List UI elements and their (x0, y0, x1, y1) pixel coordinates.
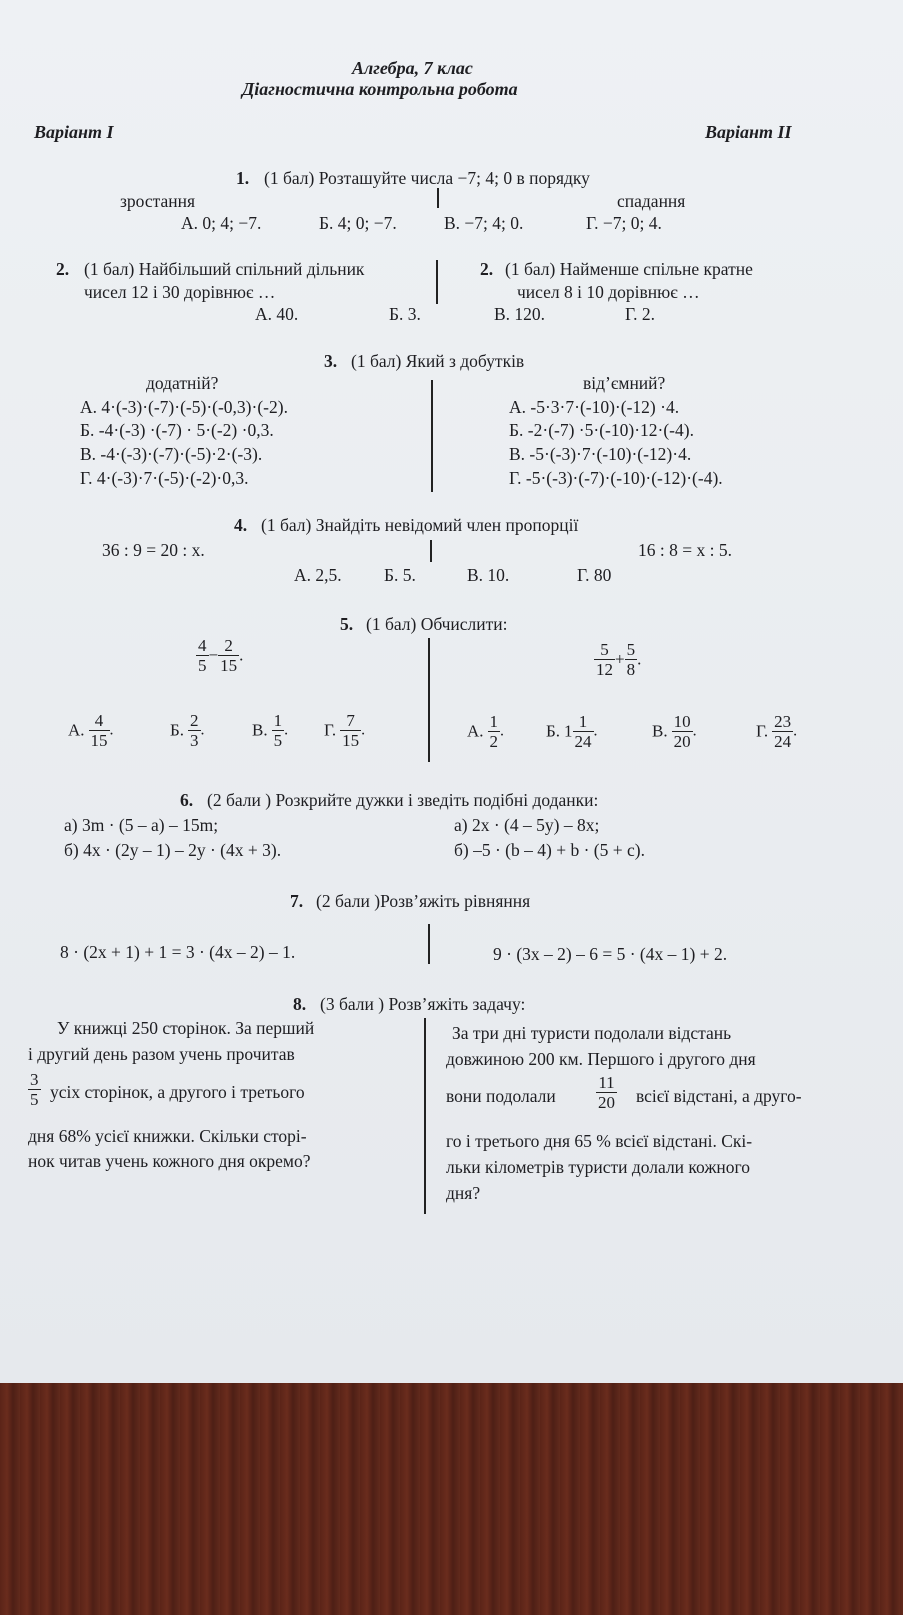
q5-text: (1 бал) Обчислити: (366, 614, 508, 634)
q5-right-expression: $\frac{5}{12}$ + $\frac{5}{8}$ . (596, 640, 642, 679)
q8-number: 8. (293, 994, 307, 1014)
q3-right-answer-a: А. -5·3·7·(-10)·(-12) ·4. (509, 397, 680, 417)
q1-right-variant: спадання (617, 191, 686, 211)
q8-right-fraction: $\frac{11}{20}$ (598, 1073, 615, 1112)
q3-left-answer-c: В. -4·(-3)·(-7)·(-5)·2·(-3). (80, 444, 263, 464)
variant-2-label: Варіант ІІ (705, 122, 792, 142)
variant-1-label: Варіант І (34, 122, 114, 142)
q2-left-line-2: чисел 12 і 30 дорівнює … (84, 282, 276, 302)
divider-q1 (437, 188, 439, 208)
q2-answer-b: Б. 3. (389, 304, 421, 324)
q3-left-heading: додатній? (146, 373, 219, 393)
q4-answer-c: В. 10. (467, 565, 510, 585)
page-title: Діагностична контрольна робота (242, 79, 518, 99)
q8-right-line-2: довжиною 200 км. Першого і другого дня (446, 1049, 756, 1069)
q3-right-answer-d: Г. -5·(-3)·(-7)·(-10)·(-12)·(-4). (509, 468, 723, 488)
q8-left-line-5: нок читав учень кожного дня окремо? (28, 1151, 311, 1171)
q7-number: 7. (290, 891, 304, 911)
divider-q8 (424, 1018, 426, 1214)
q6-right-b: б) –5 · (b – 4) + b · (5 + c). (454, 840, 645, 860)
q1-answer-c: В. −7; 4; 0. (444, 213, 524, 233)
q5-left-answer-b: Б. $\frac{2}{3}$ . (170, 711, 205, 750)
divider-q3 (431, 380, 433, 492)
divider-q2 (436, 260, 438, 304)
wooden-table-surface (0, 1383, 903, 1615)
q3-right-heading: від’ємний? (583, 373, 666, 393)
q3-text: (1 бал) Який з добутків (351, 351, 525, 371)
q4-answer-d: Г. 80 (577, 565, 612, 585)
q8-right-line-6: дня? (446, 1183, 481, 1203)
q1-number: 1. (236, 168, 250, 188)
q8-right-line-3b: всієї відстані, а друго- (636, 1086, 802, 1106)
q8-left-line-3: усіх сторінок, а другого і третього (50, 1082, 305, 1102)
divider-q4 (430, 540, 432, 562)
q2-answer-d: Г. 2. (625, 304, 656, 324)
q6-left-b: б) 4x · (2y – 1) – 2y · (4x + 3). (64, 840, 282, 860)
q8-right-line-1: За три дні туристи подолали відстань (452, 1023, 732, 1043)
q1-text: (1 бал) Розташуйте числа −7; 4; 0 в порядку (264, 168, 590, 188)
q5-right-answer-c: В. $\frac{10}{20}$ . (652, 712, 697, 751)
q5-right-answer-d: Г. $\frac{23}{24}$ . (756, 712, 798, 751)
q5-left-expression: $\frac{4}{5}$ − $\frac{2}{15}$ . (198, 636, 244, 675)
q5-left-answer-a: А. $\frac{4}{15}$ . (68, 711, 114, 750)
q7-text: (2 бали )Розв’яжіть рівняння (316, 891, 531, 911)
q8-left-line-4: дня 68% усієї книжки. Скільки сторі- (28, 1126, 307, 1146)
q3-right-answer-c: В. -5·(-3)·7·(-10)·(-12)·4. (509, 444, 692, 464)
q2-answer-a: А. 40. (255, 304, 299, 324)
q1-answer-a: А. 0; 4; −7. (181, 213, 262, 233)
divider-q7 (428, 924, 430, 964)
q8-left-line-2: і другий день разом учень прочитав (28, 1044, 295, 1064)
divider-q5 (428, 638, 430, 762)
q6-text: (2 бали ) Розкрийте дужки і зведіть подібні доданки: (207, 790, 599, 810)
q5-number: 5. (340, 614, 354, 634)
q8-right-line-3a: вони подолали (446, 1086, 556, 1106)
q6-number: 6. (180, 790, 194, 810)
q4-number: 4. (234, 515, 248, 535)
q4-answer-b: Б. 5. (384, 565, 416, 585)
q7-left-equation: 8 · (2x + 1) + 1 = 3 · (4x – 2) – 1. (60, 942, 296, 962)
q4-left-proportion: 36 : 9 = 20 : x. (102, 540, 205, 560)
q1-answer-d: Г. −7; 0; 4. (586, 213, 662, 233)
q6-right-a: а) 2x · (4 – 5y) – 8x; (454, 815, 600, 835)
q8-right-line-5: льки кілометрів туристи долали кожного (446, 1157, 751, 1177)
q8-right-line-4: го і третього дня 65 % всієї відстані. Скі- (446, 1131, 753, 1151)
subject-title: Алгебра, 7 клас (352, 58, 473, 78)
q3-right-answer-b: Б. -2·(-7) ·5·(-10)·12·(-4). (509, 420, 694, 440)
q6-left-a: а) 3m · (5 – a) – 15m; (64, 815, 219, 835)
q5-right-answer-b: Б. 1 $\frac{1}{24}$ . (546, 712, 598, 751)
q8-text: (3 бали ) Розв’яжіть задачу: (320, 994, 526, 1014)
q3-left-answer-a: А. 4·(-3)·(-7)·(-5)·(-0,3)·(-2). (80, 397, 288, 417)
q1-left-variant: зростання (120, 191, 196, 211)
q2-right-number: 2. (480, 259, 494, 279)
q2-answer-c: В. 120. (494, 304, 546, 324)
q1-answer-b: Б. 4; 0; −7. (319, 213, 397, 233)
q2-left-line-1: (1 бал) Найбільший спільний дільник (84, 259, 365, 279)
q7-right-equation: 9 · (3x – 2) – 6 = 5 · (4x – 1) + 2. (493, 944, 728, 964)
q2-left-number: 2. (56, 259, 70, 279)
q4-answer-a: А. 2,5. (294, 565, 342, 585)
q4-right-proportion: 16 : 8 = x : 5. (638, 540, 732, 560)
q3-left-answer-d: Г. 4·(-3)·7·(-5)·(-2)·0,3. (80, 468, 249, 488)
q8-left-fraction: $\frac{3}{5}$ (30, 1070, 39, 1109)
q2-right-line-2: чисел 8 і 10 дорівнює … (517, 282, 700, 302)
q4-text: (1 бал) Знайдіть невідомий член пропорції (261, 515, 579, 535)
q3-number: 3. (324, 351, 338, 371)
q2-right-line-1: (1 бал) Найменше спільне кратне (505, 259, 753, 279)
q3-left-answer-b: Б. -4·(-3) ·(-7) · 5·(-2) ·0,3. (80, 420, 274, 440)
q5-left-answer-c: В. $\frac{1}{5}$ . (252, 711, 289, 750)
q5-left-answer-d: Г. $\frac{7}{15}$ . (324, 711, 366, 750)
q8-left-line-1: У книжці 250 сторінок. За перший (57, 1018, 315, 1038)
q5-right-answer-a: А. $\frac{1}{2}$ . (467, 712, 505, 751)
